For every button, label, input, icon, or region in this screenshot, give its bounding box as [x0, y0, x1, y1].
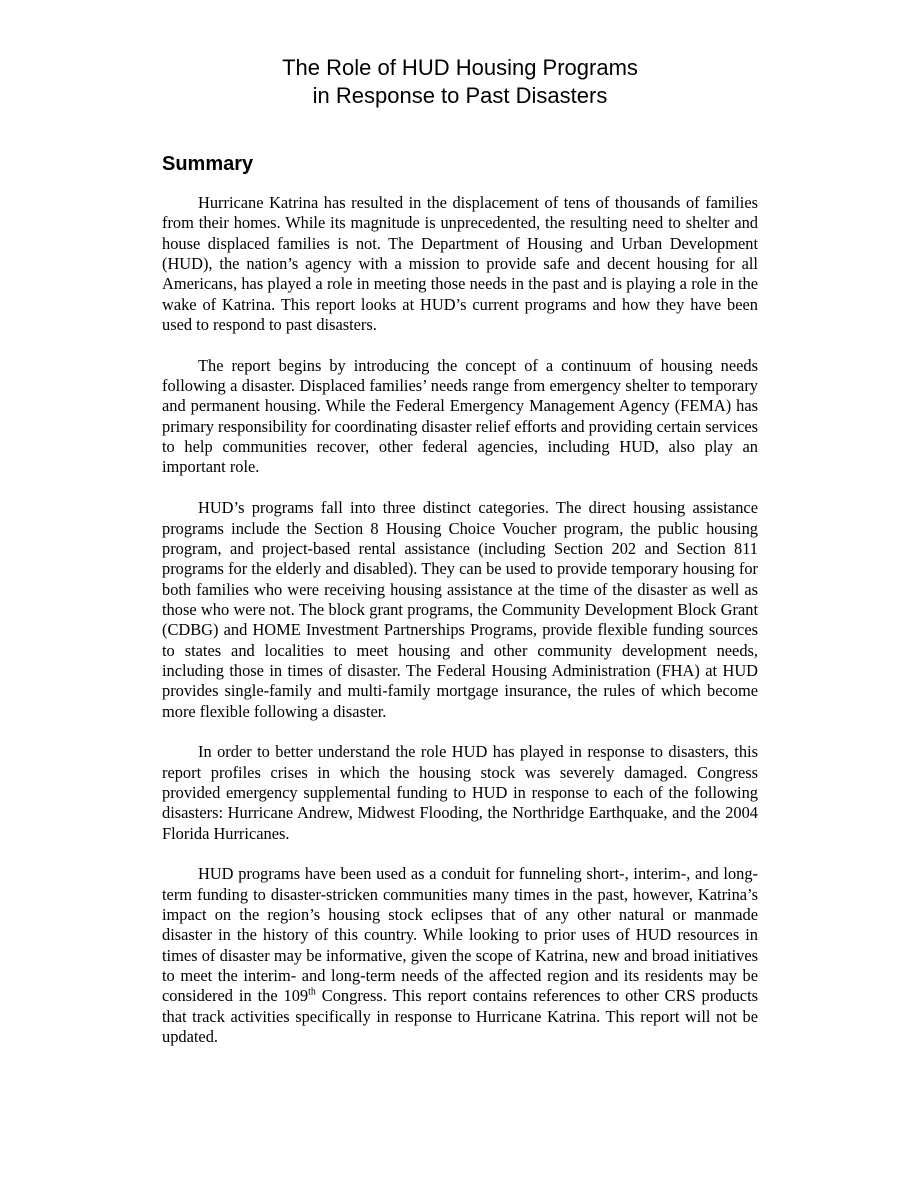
document-page: [162, 54, 758, 1068]
paragraph-5: [162, 864, 758, 1047]
section-heading-summary: Summary: [162, 153, 254, 175]
paragraph-4: In order to better understand the role HUD has played in response to disasters, this report profiles crises in which the housing stock was severely damaged. Congress provided emergency supplemental funding to HUD in response to each of the following disasters: Hurricane Andrew, Midwest Flooding, the Northridge Earthquake, and the 2004 Florida Hurricanes.: [162, 742, 758, 843]
ordinal-superscript: th: [308, 986, 316, 998]
paragraph-5-text-a: HUD programs have been used as a conduit for funneling short-, interim-, and long-term funding to disaster-stricken communities many times in the past, however, Katrina’s impact on the region’s housing stock eclipses that of any other natural or manmade disaster in the history of this country. While looking to prior uses of HUD resources in times of disaster may be informative, given the scope of Katrina, new and broad initiatives to meet the interim- and long-term needs of the affected region and its residents may be considered in the 109: [162, 864, 758, 1006]
paragraph-3: HUD’s programs fall into three distinct categories. The direct housing assistance programs include the Section 8 Housing Choice Voucher program, the public housing program, and project-based rental assistance (including Section 202 and Section 811 programs for the elderly and disabled). They can be used to provide temporary housing for both families who were receiving housing assistance at the time of the disaster as well as those who were not. The block grant programs, the Community Development Block Grant (CDBG) and HOME Investment Partnerships Programs, provide flexible funding sources to states and localities to meet housing and other community development needs, including those in times of disaster. The Federal Housing Administration (FHA) at HUD provides single-family and multi-family mortgage insurance, the rules of which become more flexible following a disaster.: [162, 498, 758, 721]
title-line-1: The Role of HUD Housing Programs: [282, 55, 638, 80]
title-line-2: in Response to Past Disasters: [312, 83, 608, 108]
paragraph-1: Hurricane Katrina has resulted in the displacement of tens of thousands of families from their homes. While its magnitude is unprecedented, the resulting need to shelter and house displaced families is not. The Department of Housing and Urban Development (HUD), the nation’s agency with a mission to provide safe and decent housing for all Americans, has played a role in meeting those needs in the past and is playing a role in the wake of Katrina. This report looks at HUD’s current programs and how they have been used to respond to past disasters.: [162, 193, 758, 335]
paragraph-2: The report begins by introducing the concept of a continuum of housing needs following a disaster. Displaced families’ needs range from emergency shelter to temporary and permanent housing. While the Federal Emergency Management Agency (FEMA) has primary responsibility for coordinating disaster relief efforts and providing certain services to help communities recover, other federal agencies, including HUD, also play an important role.: [162, 355, 758, 477]
paragraph-5-text-b: Congress. This report contains references to other CRS products that track activities specifically in response to Hurricane Katrina. This report will not be updated.: [162, 986, 759, 1047]
document-title: [162, 54, 758, 110]
